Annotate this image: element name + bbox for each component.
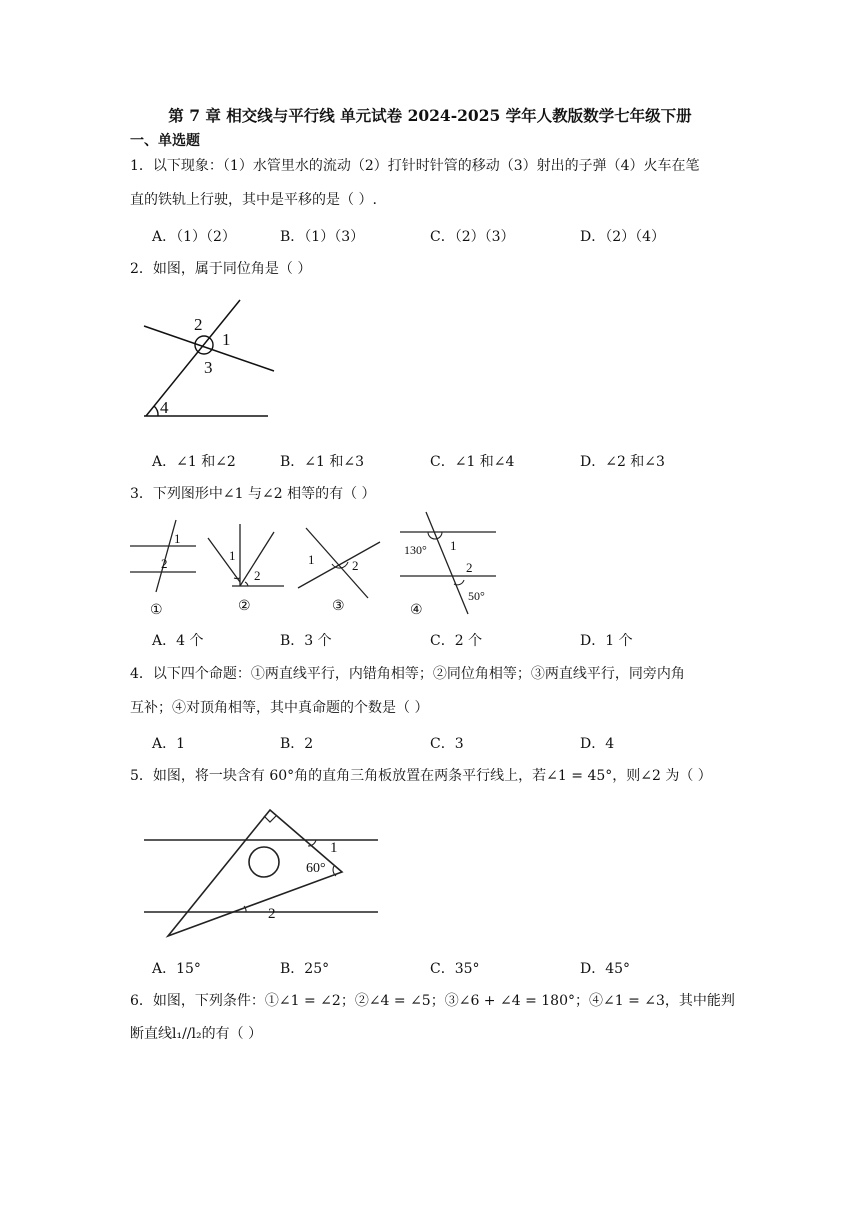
q5-stem: 5．如图，将一块含有 60°角的直角三角板放置在两条平行线上，若∠1 = 45°，则∠2 为（ ） xyxy=(130,768,712,784)
q3-figure xyxy=(128,510,500,622)
q2-option-a[interactable]: A．∠1 和∠2 xyxy=(152,454,236,470)
q3-option-c[interactable]: C．2 个 xyxy=(430,633,483,649)
q3-option-a[interactable]: A．4 个 xyxy=(152,633,204,649)
q1-option-c[interactable]: C．（2）（3） xyxy=(430,229,515,245)
q2-label-2: 2 xyxy=(194,315,203,334)
q1-option-a[interactable]: A．（1）（2） xyxy=(152,229,236,245)
q3-option-d[interactable]: D．1 个 xyxy=(580,633,633,649)
q1-option-d[interactable]: D．（2）（4） xyxy=(580,229,666,245)
q3-p2-label-2: 2 xyxy=(254,568,261,583)
q2-stem: 2．如图，属于同位角是（ ） xyxy=(130,261,312,277)
q3-p2-label-1: 1 xyxy=(229,548,236,563)
q5-figure xyxy=(140,806,382,944)
q2-label-3: 3 xyxy=(204,358,213,377)
q4-option-a[interactable]: A．1 xyxy=(152,736,186,752)
q3-option-b[interactable]: B．3 个 xyxy=(280,633,332,649)
q3-panel-3 xyxy=(298,528,380,614)
q6-stem-line2: 断直线l₁//l₂的有（ ） xyxy=(130,1026,263,1042)
q3-panel-2 xyxy=(208,524,284,614)
q5-option-d[interactable]: D．45° xyxy=(580,961,631,977)
q3-p3-label-1: 1 xyxy=(308,552,315,567)
q5-option-b[interactable]: B．25° xyxy=(280,961,330,977)
q2-option-d[interactable]: D．∠2 和∠3 xyxy=(580,454,665,470)
q5-label-2: 2 xyxy=(268,906,276,922)
q2-label-4: 4 xyxy=(160,398,169,417)
q3-p4-label-50: 50° xyxy=(468,589,485,603)
q4-option-c[interactable]: C．3 xyxy=(430,736,464,752)
page-title: 第 7 章 相交线与平行线 单元试卷 2024-2025 学年人教版数学七年级下册 xyxy=(168,106,692,125)
q3-p4-label-1: 1 xyxy=(450,538,457,553)
q5-option-a[interactable]: A．15° xyxy=(152,961,201,977)
q4-option-d[interactable]: D．4 xyxy=(580,736,615,752)
q2-label-1: 1 xyxy=(222,330,231,349)
q3-p4-label-2: 2 xyxy=(466,560,473,575)
q5-label-1: 1 xyxy=(330,840,338,856)
q3-p1-number: ① xyxy=(150,603,163,618)
q3-stem: 3．下列图形中∠1 与∠2 相等的有（ ） xyxy=(130,486,376,502)
q3-p3-label-2: 2 xyxy=(352,558,359,573)
q1-stem-line1: 1．以下现象：（1）水管里水的流动（2）打针时针管的移动（3）射出的子弹（4）火车在笔 xyxy=(130,158,700,174)
q3-p1-label-1: 1 xyxy=(174,531,181,546)
q3-p2-number: ② xyxy=(238,599,251,614)
q3-p4-label-130: 130° xyxy=(404,543,427,557)
q3-p1-label-2: 2 xyxy=(161,556,168,571)
q1-stem-line2: 直的铁轨上行驶，其中是平移的是（ ）. xyxy=(130,192,377,208)
section-heading: 一、单选题 xyxy=(130,133,200,149)
q3-p4-number: ④ xyxy=(410,603,423,618)
q1-option-b[interactable]: B．（1）（3） xyxy=(280,229,365,245)
q5-label-60: 60° xyxy=(306,861,326,876)
q2-option-c[interactable]: C．∠1 和∠4 xyxy=(430,454,515,470)
q3-panel-1 xyxy=(130,520,196,618)
q3-panel-4 xyxy=(400,512,496,618)
q6-stem-line1: 6．如图，下列条件：①∠1 = ∠2；②∠4 = ∠5；③∠6 + ∠4 = 180°；④∠1 = ∠3，其中能判 xyxy=(130,993,735,1009)
q4-stem-line1: 4．以下四个命题：①两直线平行，内错角相等；②同位角相等；③两直线平行，同旁内角 xyxy=(130,666,685,682)
q4-option-b[interactable]: B．2 xyxy=(280,736,314,752)
q2-option-b[interactable]: B．∠1 和∠3 xyxy=(280,454,365,470)
q2-figure xyxy=(130,292,290,422)
q5-option-c[interactable]: C．35° xyxy=(430,961,480,977)
q4-stem-line2: 互补；④对顶角相等，其中真命题的个数是（ ） xyxy=(130,700,429,716)
q3-p3-number: ③ xyxy=(332,599,345,614)
